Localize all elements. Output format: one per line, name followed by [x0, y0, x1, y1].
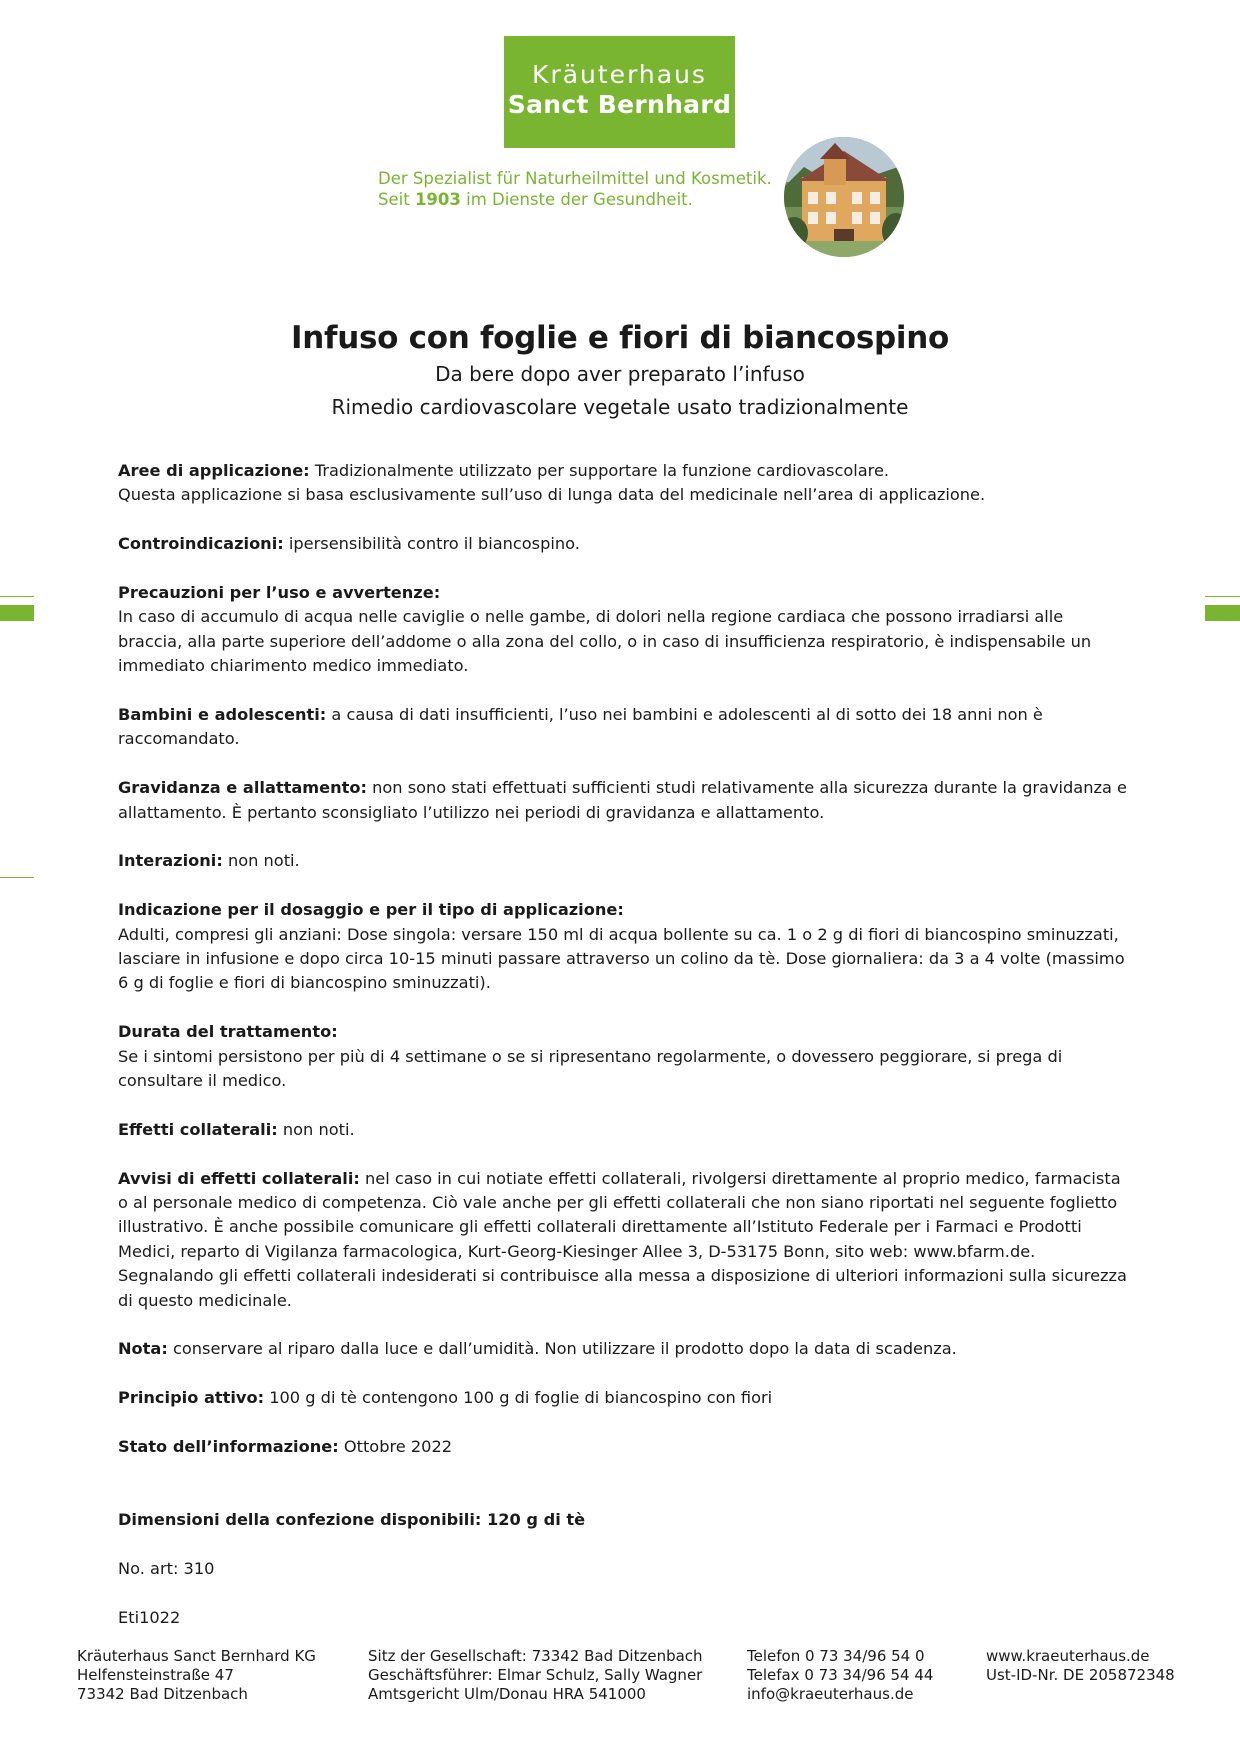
section-text-2: Questa applicazione si basa esclusivamente sull’uso di lunga data del medicinale nell’area di applicazione.: [118, 485, 986, 505]
footer-company: [77, 1647, 316, 1704]
footer-email: info@kraeuterhaus.de: [747, 1685, 914, 1703]
footer-phone: Telefon 0 73 34/96 54 0: [747, 1647, 925, 1665]
section-nota: [118, 1337, 1128, 1361]
crop-mark-right-bar: [1205, 605, 1240, 621]
tagline: [378, 168, 772, 210]
section-label: Interazioni:: [118, 851, 223, 871]
section-label: Controindicazioni:: [118, 534, 284, 554]
section-text: Ottobre 2022: [338, 1437, 453, 1457]
section-dimensioni: [118, 1508, 1128, 1532]
tagline-line-2: [378, 189, 772, 210]
section-effetti: [118, 1118, 1128, 1142]
footer-line: Kräuterhaus Sanct Bernhard KG: [77, 1647, 316, 1665]
section-label: Stato dell’informazione:: [118, 1437, 339, 1457]
section-label: Effetti collaterali:: [118, 1119, 278, 1139]
footer-line: Geschäftsführer: Elmar Schulz, Sally Wagner: [368, 1666, 703, 1684]
footer-line: Sitz der Gesellschaft: 73342 Bad Ditzenbach: [368, 1647, 703, 1665]
section-gravidanza: [118, 776, 1128, 825]
section-label: Avvisi di effetti collaterali:: [118, 1168, 360, 1188]
footer-line: 73342 Bad Ditzenbach: [77, 1685, 248, 1703]
leaflet-content: [118, 459, 1128, 1655]
footer-vat-id: Ust-ID-Nr. DE 205872348: [986, 1666, 1175, 1684]
page-title: Infuso con foglie e fiori di biancospino: [291, 320, 949, 356]
tagline-pre: Seit: [378, 190, 415, 209]
subtitle-2: Rimedio cardiovascolare vegetale usato tradizionalmente: [331, 395, 909, 419]
footer-fax: Telefax 0 73 34/96 54 44: [747, 1666, 934, 1684]
section-text: Tradizionalmente utilizzato per supportare la funzione cardiovascolare.: [309, 461, 890, 480]
footer-line: Helfensteinstraße 47: [77, 1666, 234, 1684]
section-avvisi: [118, 1167, 1128, 1313]
section-principio: [118, 1386, 1128, 1410]
footer-legal: [368, 1647, 703, 1704]
section-text: non noti.: [222, 851, 300, 871]
footer-line: Amtsgericht Ulm/Donau HRA 541000: [368, 1685, 646, 1703]
subtitle-1: Da bere dopo aver preparato l’infuso: [435, 362, 805, 386]
section-text: 100 g di tè contengono 100 g di foglie di biancospino con fiori: [264, 1388, 773, 1408]
section-bambini: [118, 703, 1128, 752]
section-text: a causa di dati insufficienti, l’uso nei bambini e adolescenti al di sotto dei 18 anni non è raccomandato.: [118, 705, 1043, 749]
section-text: Adulti, compresi gli anziani: Dose singola: versare 150 ml di acqua bollente su ca. 1 o 2 g di fiori di biancospino sminuzzati, lasciare in infusione e dopo circa 10-15 minuti passare attraverso un colino da tè. Dose giornaliera: da 3 a 4 volte (massimo 6 g di foglie e fiori di biancospino sminuzzati).: [118, 924, 1125, 993]
section-label: Bambini e adolescenti:: [118, 705, 327, 725]
section-dosaggio: [118, 898, 1128, 996]
section-label: Indicazione per il dosaggio e per il tipo di applicazione:: [118, 900, 624, 920]
footer-web: [986, 1647, 1175, 1685]
brand-logo: [504, 36, 735, 148]
section-text: In caso di accumulo di acqua nelle caviglie o nelle gambe, di dolori nella regione cardiaca che possono irradiarsi alle braccia, alla parte superiore dell’addome o alla zona del collo, o in caso di insufficienza respiratorio, è indispensabile un immediato chiarimento medico immediato.: [118, 607, 1092, 676]
section-label: Durata del trattamento:: [118, 1022, 338, 1042]
section-interazioni: [118, 849, 1128, 873]
section-stato: [118, 1435, 1128, 1459]
section-text: non noti.: [277, 1119, 355, 1139]
eti-code: Eti1022: [118, 1607, 181, 1627]
crop-mark-left-lower: [0, 877, 34, 878]
section-text: Se i sintomi persistono per più di 4 settimane o se si ripresentano regolarmente, o dovessero peggiorare, si prega di consultare il medico.: [118, 1046, 1063, 1091]
crop-mark-left-line: [0, 596, 34, 597]
tagline-post: im Dienste der Gesundheit.: [460, 190, 693, 209]
crop-mark-right-line: [1205, 596, 1240, 597]
section-label: Dimensioni della confezione disponibili: 120 g di tè: [118, 1510, 586, 1530]
section-durata: [118, 1020, 1128, 1093]
crop-mark-left-bar: [0, 605, 34, 621]
section-label: Precauzioni per l’uso e avvertenze:: [118, 583, 441, 602]
article-number: No. art: 310: [118, 1559, 215, 1579]
section-label: Aree di applicazione:: [118, 461, 310, 480]
section-precauzioni: [118, 581, 1128, 679]
footer-website: www.kraeuterhaus.de: [986, 1647, 1150, 1665]
logo-line-1: Kräuterhaus: [532, 60, 707, 89]
building-illustration: [784, 137, 904, 257]
section-text: nel caso in cui notiate effetti collaterali, rivolgersi direttamente al proprio medico, farmacista o al personale medico di competenza. Ciò vale anche per gli effetti collaterali che non siano riportati nel seguente foglietto illustrativo. È anche possibile comunicare gli effetti collaterali direttamente all’Istituto Federale per i Farmaci e Prodotti Medici, reparto di Vigilanza farmacologica, Kurt-Georg-Kiesinger Allee 3, D-53175 Bonn, sito web: www.bfarm.de. Segnalando gli effetti collaterali indesiderati si contribuisce alla messa a disposizione di ulteriori informazioni sulla sicurezza di questo medicinale.: [118, 1168, 1127, 1310]
section-text: ipersensibilità contro il biancospino.: [283, 534, 580, 554]
section-label: Nota:: [118, 1339, 168, 1359]
tagline-year: 1903: [414, 190, 461, 209]
section-controindicazioni: [118, 532, 1128, 556]
section-label: Gravidanza e allattamento:: [118, 778, 367, 798]
section-aree: [118, 459, 1128, 508]
section-label: Principio attivo:: [118, 1388, 265, 1408]
tagline-line-1: Der Spezialist für Naturheilmittel und Kosmetik.: [378, 169, 772, 188]
section-text: conservare al riparo dalla luce e dall’umidità. Non utilizzare il prodotto dopo la data di scadenza.: [167, 1339, 957, 1359]
logo-line-2: Sanct Bernhard: [507, 90, 732, 119]
building-photo: [784, 137, 904, 257]
section-text: non sono stati effettuati sufficienti studi relativamente alla sicurezza durante la gravidanza e allattamento. È pertanto sconsigliato l’utilizzo nei periodi di gravidanza e allattamento.: [118, 778, 1128, 822]
footer-contact: [747, 1647, 933, 1704]
title-block: [0, 318, 1240, 424]
